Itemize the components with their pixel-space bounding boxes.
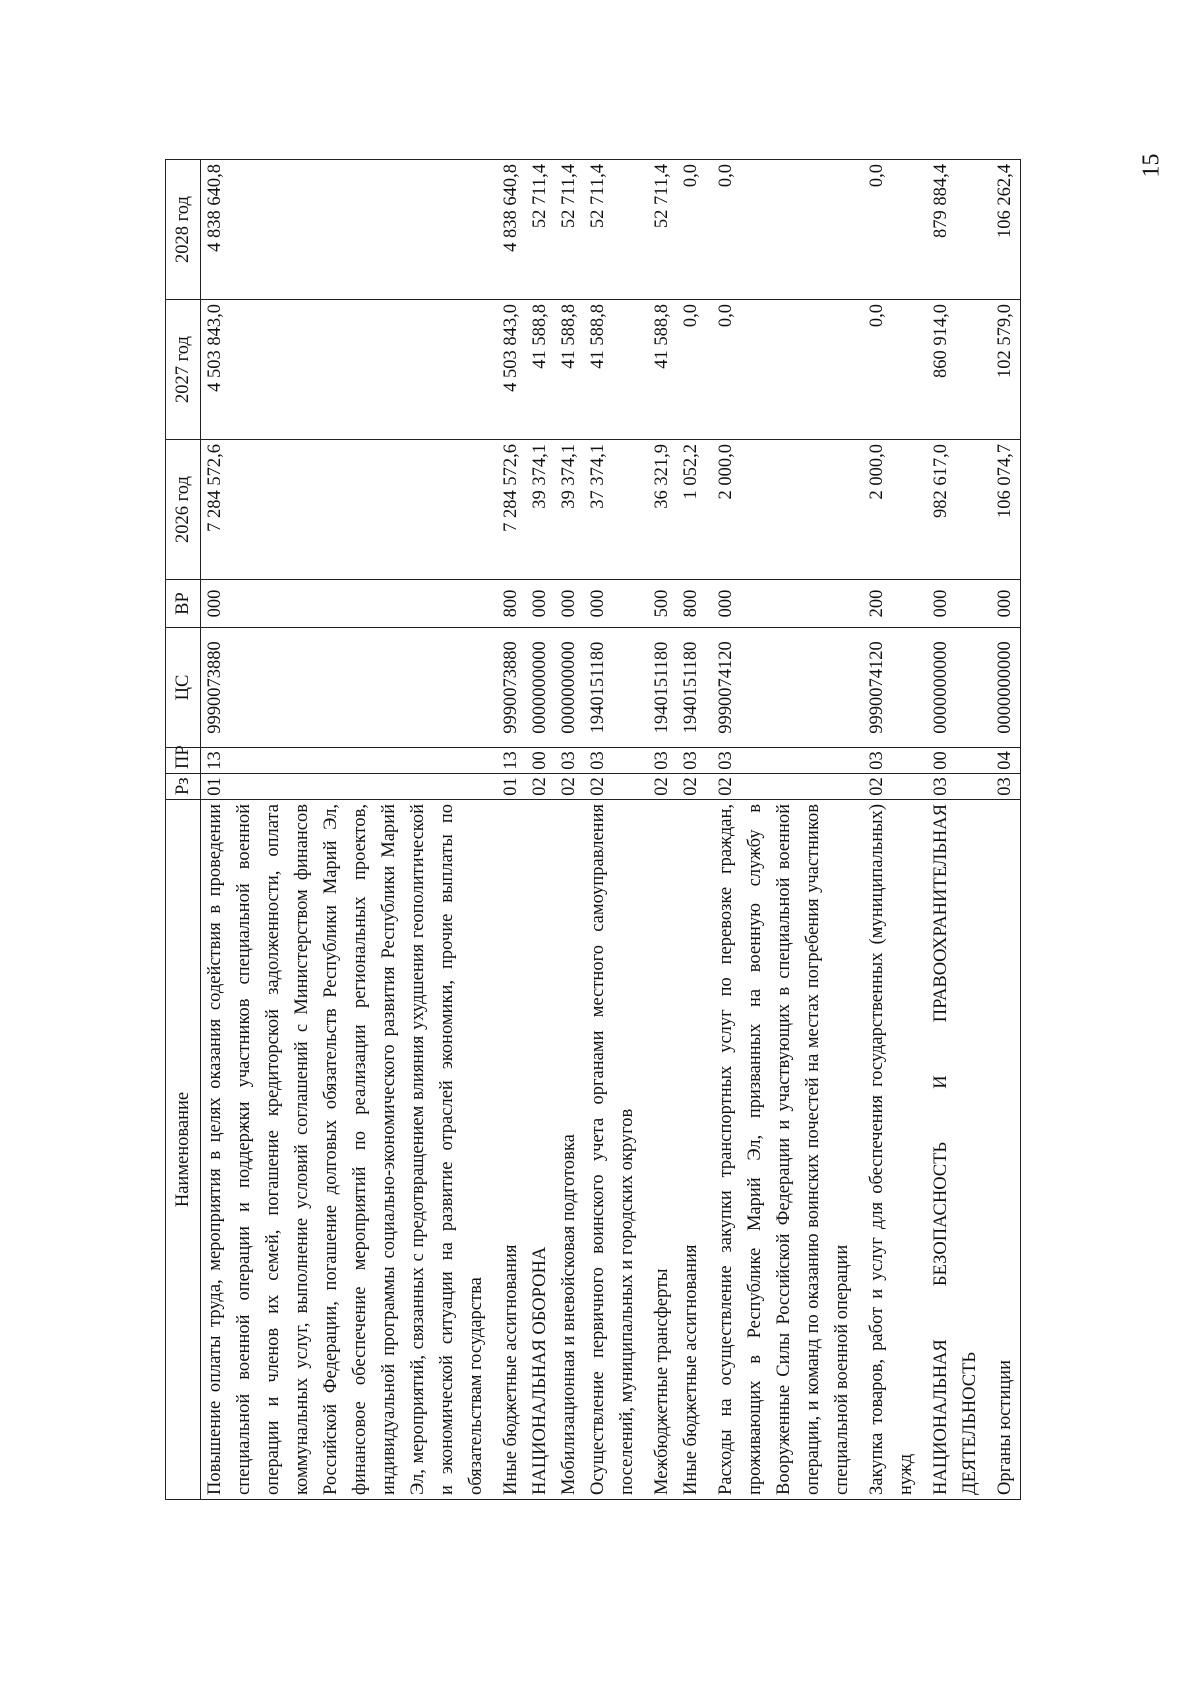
cell-y2027: 41 588,8 bbox=[584, 300, 642, 440]
cell-y2026: 2 000,0 bbox=[863, 440, 921, 580]
cell-rz: 02 bbox=[584, 774, 642, 800]
cell-y2026: 39 374,1 bbox=[555, 440, 584, 580]
table-body bbox=[201, 160, 1021, 1500]
cell-y2027: 41 588,8 bbox=[648, 300, 677, 440]
cell-y2027: 0,0 bbox=[712, 300, 857, 440]
header-pr: ПР bbox=[166, 748, 201, 774]
table-row bbox=[712, 160, 857, 1500]
table-row bbox=[991, 160, 1021, 1500]
cell-pr: 00 bbox=[526, 748, 555, 774]
cell-pr: 13 bbox=[201, 748, 492, 774]
cell-y2026: 39 374,1 bbox=[526, 440, 555, 580]
cell-y2026: 7 284 572,6 bbox=[201, 440, 492, 580]
cell-cs: 1940151180 bbox=[584, 628, 642, 748]
table-row bbox=[927, 160, 985, 1500]
cell-vr: 000 bbox=[927, 580, 985, 628]
table-row bbox=[526, 160, 555, 1500]
table-row bbox=[677, 160, 706, 1500]
cell-cs: 9990074120 bbox=[712, 628, 857, 748]
cell-y2026: 1 052,2 bbox=[677, 440, 706, 580]
table-row bbox=[201, 160, 492, 1500]
cell-y2028: 52 711,4 bbox=[555, 160, 584, 300]
cell-y2026: 106 074,7 bbox=[991, 440, 1021, 580]
cell-y2027: 102 579,0 bbox=[991, 300, 1021, 440]
cell-name: Расходы на осуществление закупки транспортных услуг по перевозке граждан, проживающих в Республике Марий Эл, призванных на военную службу в Вооруженные Силы Российской Федерации и участвующих в специальной военной операции, и команд по оказанию воинских почестей на местах погребения участников специальной военной операции bbox=[712, 800, 857, 1500]
cell-pr: 03 bbox=[863, 748, 921, 774]
cell-vr: 500 bbox=[648, 580, 677, 628]
cell-name: Осуществление первичного воинского учета органами местного самоуправления поселений, муниципальных и городских округов bbox=[584, 800, 642, 1500]
cell-pr: 03 bbox=[584, 748, 642, 774]
header-name: Наименование bbox=[166, 800, 201, 1500]
cell-name: Закупка товаров, работ и услуг для обеспечения государственных (муниципальных) нужд bbox=[863, 800, 921, 1500]
cell-name: Иные бюджетные ассигнования bbox=[677, 800, 706, 1500]
cell-pr: 00 bbox=[927, 748, 985, 774]
cell-y2028: 106 262,4 bbox=[991, 160, 1021, 300]
cell-vr: 800 bbox=[677, 580, 706, 628]
page-number: 15 bbox=[1138, 153, 1165, 178]
cell-y2027: 0,0 bbox=[677, 300, 706, 440]
cell-rz: 02 bbox=[712, 774, 857, 800]
cell-cs: 0000000000 bbox=[991, 628, 1021, 748]
cell-pr: 04 bbox=[991, 748, 1021, 774]
cell-name: Органы юстиции bbox=[991, 800, 1021, 1500]
cell-cs: 9990073880 bbox=[201, 628, 492, 748]
cell-name: Межбюджетные трансферты bbox=[648, 800, 677, 1500]
cell-y2028: 52 711,4 bbox=[648, 160, 677, 300]
table-row bbox=[863, 160, 921, 1500]
cell-y2028: 4 838 640,8 bbox=[201, 160, 492, 300]
cell-name: НАЦИОНАЛЬНАЯ БЕЗОПАСНОСТЬ И ПРАВООХРАНИТЕЛЬНАЯ ДЕЯТЕЛЬНОСТЬ bbox=[927, 800, 985, 1500]
budget-table-sheet bbox=[165, 160, 1015, 1500]
cell-name: НАЦИОНАЛЬНАЯ ОБОРОНА bbox=[526, 800, 555, 1500]
header-2026: 2026 год bbox=[166, 440, 201, 580]
cell-y2026: 36 321,9 bbox=[648, 440, 677, 580]
cell-cs: 0000000000 bbox=[555, 628, 584, 748]
cell-rz: 02 bbox=[526, 774, 555, 800]
cell-y2028: 4 838 640,8 bbox=[497, 160, 526, 300]
cell-pr: 03 bbox=[555, 748, 584, 774]
header-rz: Рз bbox=[166, 774, 201, 800]
table-header-row bbox=[166, 160, 201, 1500]
cell-y2026: 7 284 572,6 bbox=[497, 440, 526, 580]
cell-y2027: 41 588,8 bbox=[526, 300, 555, 440]
cell-y2027: 4 503 843,0 bbox=[497, 300, 526, 440]
cell-y2026: 2 000,0 bbox=[712, 440, 857, 580]
cell-rz: 02 bbox=[555, 774, 584, 800]
cell-vr: 000 bbox=[201, 580, 492, 628]
table-row bbox=[497, 160, 526, 1500]
cell-vr: 200 bbox=[863, 580, 921, 628]
cell-y2027: 0,0 bbox=[863, 300, 921, 440]
cell-y2027: 41 588,8 bbox=[555, 300, 584, 440]
header-2027: 2027 год bbox=[166, 300, 201, 440]
cell-y2028: 52 711,4 bbox=[584, 160, 642, 300]
cell-pr: 03 bbox=[648, 748, 677, 774]
cell-y2026: 982 617,0 bbox=[927, 440, 985, 580]
cell-pr: 03 bbox=[712, 748, 857, 774]
table-row bbox=[584, 160, 642, 1500]
cell-cs: 0000000000 bbox=[927, 628, 985, 748]
cell-rz: 02 bbox=[863, 774, 921, 800]
cell-y2027: 4 503 843,0 bbox=[201, 300, 492, 440]
cell-y2028: 0,0 bbox=[863, 160, 921, 300]
cell-vr: 000 bbox=[712, 580, 857, 628]
header-vr: ВР bbox=[166, 580, 201, 628]
cell-rz: 01 bbox=[201, 774, 492, 800]
cell-name: Повышение оплаты труда, мероприятия в целях оказания содействия в проведении специальной военной операции и поддержки участников специальной военной операции и членов их семей, погашение кредиторской задолженности, оплата коммунальных услуг, выполнение условий соглашений с Министерством финансов Российской Федерации, погашение долговых обязательств Республики Марий Эл, финансовое обеспечение мероприятий по реализации региональных проектов, индивидуальной программы социально-экономического развития Республики Марий Эл, мероприятий, связанных с предотвращением влияния ухудшения геополитической и экономической ситуации на развитие отраслей экономики, прочие выплаты по обязательствам государства bbox=[201, 800, 492, 1500]
cell-y2026: 37 374,1 bbox=[584, 440, 642, 580]
cell-cs: 9990074120 bbox=[863, 628, 921, 748]
cell-rz: 03 bbox=[991, 774, 1021, 800]
cell-rz: 01 bbox=[497, 774, 526, 800]
cell-name: Иные бюджетные ассигнования bbox=[497, 800, 526, 1500]
cell-y2027: 860 914,0 bbox=[927, 300, 985, 440]
cell-y2028: 52 711,4 bbox=[526, 160, 555, 300]
cell-vr: 000 bbox=[526, 580, 555, 628]
cell-vr: 000 bbox=[584, 580, 642, 628]
cell-cs: 9990073880 bbox=[497, 628, 526, 748]
cell-rz: 02 bbox=[648, 774, 677, 800]
cell-y2028: 879 884,4 bbox=[927, 160, 985, 300]
header-cs: ЦС bbox=[166, 628, 201, 748]
cell-pr: 13 bbox=[497, 748, 526, 774]
budget-table bbox=[165, 159, 1021, 1500]
cell-name: Мобилизационная и вневойсковая подготовка bbox=[555, 800, 584, 1500]
cell-vr: 800 bbox=[497, 580, 526, 628]
table-row bbox=[648, 160, 677, 1500]
cell-cs: 1940151180 bbox=[677, 628, 706, 748]
cell-cs: 0000000000 bbox=[526, 628, 555, 748]
cell-vr: 000 bbox=[991, 580, 1021, 628]
cell-y2028: 0,0 bbox=[677, 160, 706, 300]
cell-y2028: 0,0 bbox=[712, 160, 857, 300]
cell-rz: 02 bbox=[677, 774, 706, 800]
cell-rz: 03 bbox=[927, 774, 985, 800]
cell-cs: 1940151180 bbox=[648, 628, 677, 748]
cell-pr: 03 bbox=[677, 748, 706, 774]
table-row bbox=[555, 160, 584, 1500]
cell-vr: 000 bbox=[555, 580, 584, 628]
header-2028: 2028 год bbox=[166, 160, 201, 300]
